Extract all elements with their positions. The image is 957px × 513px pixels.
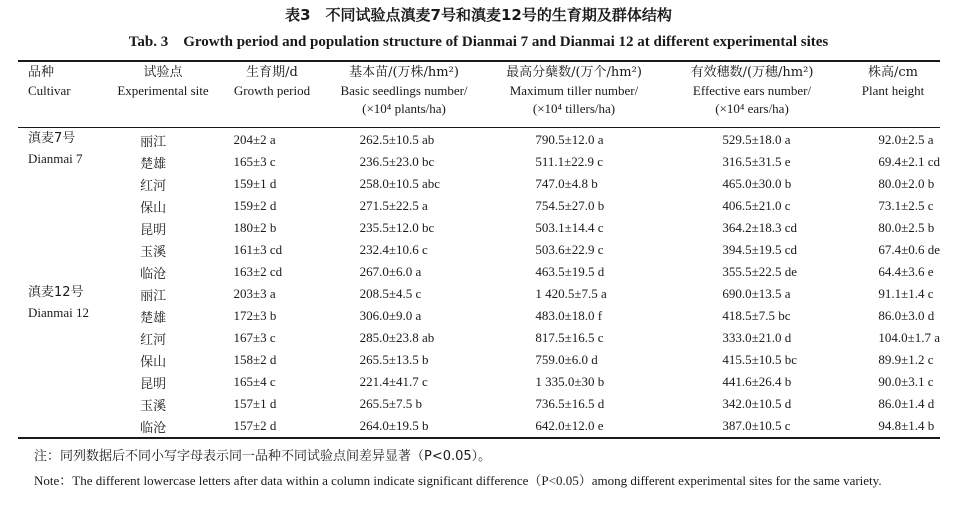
plant-height-cell: 86.0±3.0 d bbox=[878, 308, 935, 323]
header-mt-cn: 最高分蘖数/(万个/hm²) bbox=[506, 65, 642, 80]
max-tiller-cell: 1 420.5±7.5 a bbox=[535, 286, 607, 301]
cultivar-cell-empty bbox=[18, 239, 109, 261]
header-growth-period bbox=[224, 64, 320, 100]
growth-period-cell: 159±2 d bbox=[233, 198, 277, 213]
effective-ears-cell: 690.0±13.5 a bbox=[722, 286, 791, 301]
basic-seedlings-cell: 236.5±23.0 bc bbox=[359, 154, 435, 169]
cultivar-cell bbox=[18, 283, 109, 327]
basic-seedlings-cell: 208.5±4.5 c bbox=[359, 286, 422, 301]
header-cultivar-cn: 品种 bbox=[28, 65, 55, 80]
table-title-cn: 表3 不同试验点滇麦7号和滇麦12号的生育期及群体结构 bbox=[285, 6, 672, 24]
site-cell: 玉溪 bbox=[140, 244, 167, 260]
effective-ears-cell: 355.5±22.5 de bbox=[722, 264, 798, 279]
plant-height-cell: 73.1±2.5 c bbox=[878, 198, 934, 213]
basic-seedlings-cell: 235.5±12.0 bc bbox=[359, 220, 435, 235]
effective-ears-cell: 387.0±10.5 c bbox=[722, 418, 791, 433]
note-cn: 注：同列数据后不同小写字母表示同一品种不同试验点间差异显著（P<0.05）。 bbox=[34, 449, 492, 464]
plant-height-cell: 94.8±1.4 b bbox=[878, 418, 935, 433]
basic-seedlings-cell: 232.4±10.6 c bbox=[359, 242, 428, 257]
effective-ears-cell: 333.0±21.0 d bbox=[722, 330, 792, 345]
header-ee-en1: Effective ears number/ bbox=[692, 83, 812, 98]
site-cell: 昆明 bbox=[140, 222, 167, 238]
cultivar-cell-empty bbox=[18, 393, 109, 415]
max-tiller-cell: 790.5±12.0 a bbox=[535, 132, 604, 147]
growth-period-cell: 163±2 cd bbox=[233, 264, 283, 279]
header-site bbox=[108, 64, 218, 100]
site-cell: 保山 bbox=[140, 200, 167, 216]
basic-seedlings-cell: 306.0±9.0 a bbox=[359, 308, 422, 323]
effective-ears-cell: 342.0±10.5 d bbox=[722, 396, 792, 411]
basic-seedlings-cell: 267.0±6.0 a bbox=[359, 264, 422, 279]
cultivar-cell-empty bbox=[18, 173, 109, 195]
header-rule bbox=[18, 127, 940, 128]
max-tiller-cell: 503.1±14.4 c bbox=[535, 220, 604, 235]
table-row bbox=[18, 349, 940, 371]
plant-height-cell: 80.0±2.5 b bbox=[878, 220, 935, 235]
cultivar-cell-empty bbox=[18, 327, 109, 349]
basic-seedlings-cell: 285.0±23.8 ab bbox=[359, 330, 435, 345]
site-cell: 玉溪 bbox=[140, 398, 167, 414]
plant-height-cell: 69.4±2.1 cd bbox=[878, 154, 940, 169]
table-row bbox=[18, 415, 940, 437]
plant-height-cell: 92.0±2.5 a bbox=[878, 132, 934, 147]
header-gp-cn: 生育期/d bbox=[246, 65, 298, 80]
table-row bbox=[18, 393, 940, 415]
site-cell: 楚雄 bbox=[140, 310, 167, 326]
basic-seedlings-cell: 264.0±19.5 b bbox=[359, 418, 429, 433]
header-mt-en2: (×10⁴ tillers/ha) bbox=[532, 101, 616, 116]
effective-ears-cell: 418.5±7.5 bc bbox=[722, 308, 791, 323]
effective-ears-cell: 415.5±10.5 bc bbox=[722, 352, 798, 367]
growth-period-cell: 203±3 a bbox=[233, 286, 276, 301]
plant-height-cell: 89.9±1.2 c bbox=[878, 352, 934, 367]
cultivar-cell bbox=[18, 129, 109, 173]
header-basic-seedlings bbox=[320, 64, 488, 118]
basic-seedlings-cell: 221.4±41.7 c bbox=[359, 374, 428, 389]
site-cell: 丽江 bbox=[140, 134, 167, 150]
max-tiller-cell: 759.0±6.0 d bbox=[535, 352, 598, 367]
table-row bbox=[18, 327, 940, 349]
effective-ears-cell: 406.5±21.0 c bbox=[722, 198, 791, 213]
header-cultivar bbox=[28, 64, 71, 100]
plant-height-cell: 80.0±2.0 b bbox=[878, 176, 935, 191]
header-bs-en2: (×10⁴ plants/ha) bbox=[362, 101, 446, 116]
cultivar-en: Dianmai 12 bbox=[28, 305, 90, 320]
plant-height-cell: 90.0±3.1 c bbox=[878, 374, 934, 389]
header-bs-en1: Basic seedlings number/ bbox=[340, 83, 468, 98]
max-tiller-cell: 503.6±22.9 c bbox=[535, 242, 604, 257]
cultivar-cell-empty bbox=[18, 349, 109, 371]
site-cell: 楚雄 bbox=[140, 156, 167, 172]
header-ee-cn: 有效穗数/(万穗/hm²) bbox=[690, 65, 814, 80]
growth-period-cell: 204±2 a bbox=[233, 132, 276, 147]
table-title-en: Tab. 3 Growth period and population structure of Dianmai 7 and Dianmai 12 at different experimental sites bbox=[128, 34, 829, 50]
cultivar-cn: 滇麦12号 bbox=[28, 285, 84, 300]
effective-ears-cell: 394.5±19.5 cd bbox=[722, 242, 798, 257]
growth-period-cell: 165±4 c bbox=[233, 374, 276, 389]
max-tiller-cell: 754.5±27.0 b bbox=[535, 198, 605, 213]
effective-ears-cell: 364.2±18.3 cd bbox=[722, 220, 798, 235]
table-row bbox=[18, 261, 940, 283]
cultivar-cell-empty bbox=[18, 371, 109, 393]
bottom-rule bbox=[18, 437, 940, 439]
site-cell: 昆明 bbox=[140, 376, 167, 392]
growth-period-cell: 158±2 d bbox=[233, 352, 277, 367]
growth-period-cell: 157±1 d bbox=[233, 396, 277, 411]
basic-seedlings-cell: 271.5±22.5 a bbox=[359, 198, 428, 213]
growth-period-cell: 159±1 d bbox=[233, 176, 277, 191]
plant-height-cell: 104.0±1.7 a bbox=[878, 330, 940, 345]
note-en: Note：The different lowercase letters after data within a column indicate significant difference（P<0.05）among different experimental sites for the same variety. bbox=[34, 473, 882, 488]
growth-period-cell: 161±3 cd bbox=[233, 242, 283, 257]
header-ph-en: Plant height bbox=[861, 83, 925, 98]
header-ph-cn: 株高/cm bbox=[868, 65, 918, 80]
table-row bbox=[18, 305, 940, 327]
top-rule bbox=[18, 60, 940, 62]
data-table bbox=[18, 129, 940, 437]
header-bs-cn: 基本苗/(万株/hm²) bbox=[349, 65, 459, 80]
header-cultivar-en: Cultivar bbox=[28, 83, 71, 98]
header-ee-en2: (×10⁴ ears/ha) bbox=[715, 101, 789, 116]
plant-height-cell: 64.4±3.6 e bbox=[878, 264, 934, 279]
cultivar-cell-empty bbox=[18, 217, 109, 239]
table-row bbox=[18, 173, 940, 195]
cultivar-cn: 滇麦7号 bbox=[28, 131, 76, 146]
site-cell: 红河 bbox=[140, 332, 167, 348]
basic-seedlings-cell: 265.5±13.5 b bbox=[359, 352, 429, 367]
max-tiller-cell: 463.5±19.5 d bbox=[535, 264, 605, 279]
basic-seedlings-cell: 265.5±7.5 b bbox=[359, 396, 422, 411]
cultivar-en: Dianmai 7 bbox=[28, 151, 83, 166]
max-tiller-cell: 747.0±4.8 b bbox=[535, 176, 598, 191]
basic-seedlings-cell: 262.5±10.5 ab bbox=[359, 132, 435, 147]
cultivar-cell-empty bbox=[18, 415, 109, 437]
growth-period-cell: 157±2 d bbox=[233, 418, 277, 433]
table-row bbox=[18, 371, 940, 393]
max-tiller-cell: 483.0±18.0 f bbox=[535, 308, 603, 323]
header-gp-en: Growth period bbox=[233, 83, 311, 98]
site-cell: 临沧 bbox=[140, 266, 167, 282]
table-row bbox=[18, 151, 940, 173]
site-cell: 临沧 bbox=[140, 420, 167, 436]
table-row bbox=[18, 217, 940, 239]
basic-seedlings-cell: 258.0±10.5 abc bbox=[359, 176, 441, 191]
site-cell: 保山 bbox=[140, 354, 167, 370]
max-tiller-cell: 511.1±22.9 c bbox=[535, 154, 604, 169]
max-tiller-cell: 642.0±12.0 e bbox=[535, 418, 604, 433]
max-tiller-cell: 1 335.0±30 b bbox=[535, 374, 605, 389]
effective-ears-cell: 316.5±31.5 e bbox=[722, 154, 791, 169]
max-tiller-cell: 736.5±16.5 d bbox=[535, 396, 605, 411]
plant-height-cell: 91.1±1.4 c bbox=[878, 286, 934, 301]
growth-period-cell: 180±2 b bbox=[233, 220, 277, 235]
header-mt-en1: Maximum tiller number/ bbox=[509, 83, 639, 98]
max-tiller-cell: 817.5±16.5 c bbox=[535, 330, 604, 345]
plant-height-cell: 67.4±0.6 de bbox=[878, 242, 940, 257]
header-site-en: Experimental site bbox=[117, 83, 209, 98]
growth-period-cell: 172±3 b bbox=[233, 308, 277, 323]
effective-ears-cell: 529.5±18.0 a bbox=[722, 132, 791, 147]
plant-height-cell: 86.0±1.4 d bbox=[878, 396, 935, 411]
table-row bbox=[18, 239, 940, 261]
table-row bbox=[18, 195, 940, 217]
cultivar-cell-empty bbox=[18, 261, 109, 283]
growth-period-cell: 167±3 c bbox=[233, 330, 276, 345]
header-effective-ears bbox=[672, 64, 832, 118]
header-max-tiller bbox=[490, 64, 658, 118]
table-row bbox=[18, 129, 940, 151]
site-cell: 丽江 bbox=[140, 288, 167, 304]
effective-ears-cell: 441.6±26.4 b bbox=[722, 374, 792, 389]
growth-period-cell: 165±3 c bbox=[233, 154, 276, 169]
header-plant-height bbox=[846, 64, 940, 100]
site-cell: 红河 bbox=[140, 178, 167, 194]
table-row bbox=[18, 283, 940, 305]
cultivar-cell-empty bbox=[18, 195, 109, 217]
header-site-cn: 试验点 bbox=[143, 65, 183, 80]
effective-ears-cell: 465.0±30.0 b bbox=[722, 176, 792, 191]
